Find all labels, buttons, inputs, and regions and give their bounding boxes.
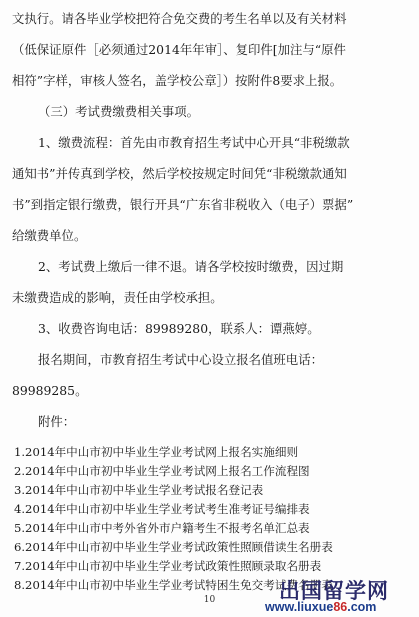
attachment-item: 7.2014年中山市初中毕业生学业考试政策性照顾录取名册表 bbox=[14, 559, 322, 573]
attachment-item: 1.2014年中山市初中毕业生学业考试网上报名实施细则 bbox=[14, 445, 299, 459]
attachment-item: 5.2014年中山市中考外省外市户籍考生不报考名单汇总表 bbox=[14, 521, 310, 535]
body-line: 报名期间，市教育招生考试中心设立报名值班电话： bbox=[38, 352, 323, 367]
attachment-item: 2.2014年中山市初中毕业生学业考试网上报名工作流程图 bbox=[14, 464, 310, 478]
attachment-item: 8.2014年中山市初中毕业生学业考试特困生免交考试费名册表 bbox=[14, 578, 333, 592]
watermark-title: 出国留学网 bbox=[279, 579, 389, 603]
watermark-url-suffix: .com bbox=[347, 600, 377, 614]
hotline-number: 89989285。 bbox=[12, 383, 88, 398]
page-number: 10 bbox=[203, 595, 216, 605]
attachments-heading: 附件： bbox=[38, 414, 76, 429]
body-line: 2、考试费上缴后一律不退。请各学校按时缴费，因过期 bbox=[38, 259, 344, 274]
watermark-url bbox=[265, 600, 376, 614]
attachment-item: 3.2014年中山市初中毕业生学业考试报名登记表 bbox=[14, 483, 264, 497]
body-line: 给缴费单位。 bbox=[12, 228, 87, 243]
attachment-item: 6.2014年中山市初中毕业生学业考试政策性照顾借读生名册表 bbox=[14, 540, 333, 554]
body-line: 书”到指定银行缴费，银行开具“广东省非税收入（电子）票据” bbox=[12, 197, 354, 212]
site-watermark bbox=[265, 573, 415, 615]
body-line: （低保证原件［必须通过2014年年审］、复印件[加注与“原件 bbox=[12, 42, 346, 57]
body-line: 文执行。请各毕业学校把符合免交费的考生名单以及有关材料 bbox=[12, 11, 347, 26]
watermark-url-highlight: 86 bbox=[333, 600, 348, 614]
contact-line: 3、收费咨询电话：89989280，联系人：谭燕婷。 bbox=[38, 321, 320, 336]
body-line: 通知书”并传真到学校，然后学校按规定时间凭“非税缴款通知 bbox=[12, 166, 347, 181]
body-line: 未缴费造成的影响，责任由学校承担。 bbox=[12, 290, 223, 305]
watermark-url-prefix: www.liuxue bbox=[265, 600, 334, 614]
attachment-item: 4.2014年中山市初中毕业生学业考试考生准考证号编排表 bbox=[14, 502, 310, 516]
body-line: 相符”字样，审核人签名，盖学校公章］）按附件8要求上报。 bbox=[12, 73, 343, 88]
section-heading: （三）考试费缴费相关事项。 bbox=[38, 104, 200, 119]
body-line: 1、缴费流程：首先由市教育招生考试中心开具“非税缴款 bbox=[38, 135, 350, 150]
